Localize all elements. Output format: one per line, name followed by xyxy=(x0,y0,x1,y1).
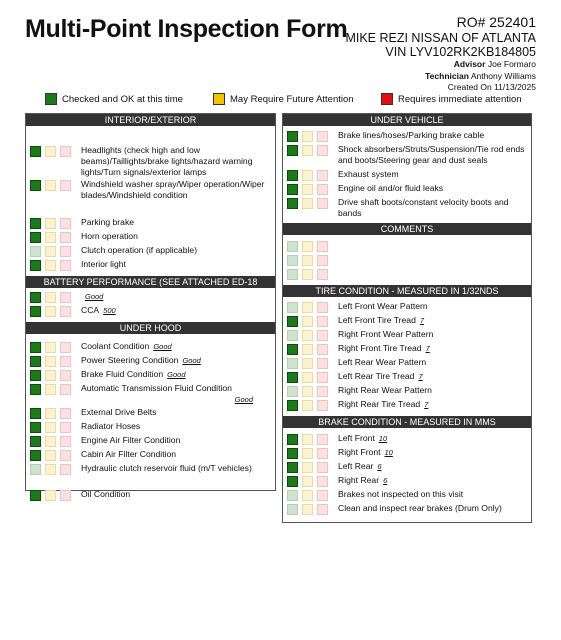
item-label: Left Front Wear Pattern xyxy=(338,301,428,311)
status-yellow[interactable] xyxy=(45,384,56,395)
status-red[interactable] xyxy=(60,306,71,317)
status-yellow[interactable] xyxy=(302,330,313,341)
check-row-leaks xyxy=(283,182,531,196)
item-text: Right Front xyxy=(338,447,381,457)
brake-row-not-inspected xyxy=(283,488,531,502)
status-green[interactable] xyxy=(287,198,298,209)
left-panel xyxy=(25,113,276,499)
yellow-swatch xyxy=(213,93,225,105)
item-value: Good xyxy=(234,395,253,404)
item-label xyxy=(332,371,531,382)
status-green[interactable] xyxy=(287,241,298,252)
legend-green-label: Checked and OK at this time xyxy=(62,93,183,105)
check-row-hydraulic xyxy=(26,462,275,488)
section-interior: INTERIOR/EXTERIOR xyxy=(26,114,275,126)
legend-yellow-label: May Require Future Attention xyxy=(230,93,354,105)
item-value: 7 xyxy=(419,316,425,325)
status-red[interactable] xyxy=(60,218,71,229)
status-green[interactable] xyxy=(30,306,41,317)
status-red[interactable] xyxy=(317,476,328,487)
item-label: Clean and inspect rear brakes (Drum Only) xyxy=(338,503,502,513)
item-label: Drive shaft boots/constant velocity boots and bands xyxy=(338,197,509,218)
status-green[interactable] xyxy=(30,384,41,395)
created-date: Created On 11/13/2025 xyxy=(447,82,536,93)
status-yellow[interactable] xyxy=(302,269,313,280)
item-label xyxy=(332,433,531,444)
green-swatch xyxy=(45,93,57,105)
item-text: Left Front Tire Tread xyxy=(338,315,416,325)
tire-row-rf-wear xyxy=(283,328,531,342)
status-yellow[interactable] xyxy=(45,292,56,303)
item-value: 7 xyxy=(424,400,429,409)
item-label: Oil Condition xyxy=(81,489,131,499)
item-label: Brake lines/hoses/Parking brake cable xyxy=(338,130,485,140)
check-row-brake-lines xyxy=(283,129,531,143)
check-row-shocks xyxy=(283,143,531,168)
status-yellow[interactable] xyxy=(45,408,56,419)
item-text: Left Front xyxy=(338,433,375,443)
status-yellow[interactable] xyxy=(45,464,56,475)
status-red[interactable] xyxy=(60,292,71,303)
status-red[interactable] xyxy=(60,464,71,475)
status-red[interactable] xyxy=(60,356,71,367)
status-green[interactable] xyxy=(30,356,41,367)
status-green[interactable] xyxy=(287,316,298,327)
vin-line xyxy=(345,45,536,59)
status-yellow[interactable] xyxy=(45,436,56,447)
check-row-oil xyxy=(26,488,275,502)
status-green[interactable] xyxy=(287,504,298,515)
status-red[interactable] xyxy=(317,302,328,313)
status-green[interactable] xyxy=(287,302,298,313)
brake-row-rf xyxy=(283,446,531,460)
status-green[interactable] xyxy=(30,490,41,501)
section-battery: BATTERY PERFORMANCE (SEE ATTACHED ED-18 PRINTOUT) xyxy=(26,276,275,288)
tire-row-rr-tread xyxy=(283,398,531,412)
item-label: Parking brake xyxy=(81,217,135,227)
status-yellow[interactable] xyxy=(302,434,313,445)
check-row-power-steering xyxy=(26,354,275,368)
status-red[interactable] xyxy=(317,434,328,445)
item-label xyxy=(332,343,531,354)
status-green[interactable] xyxy=(287,476,298,487)
comment-row-3 xyxy=(283,267,531,281)
status-yellow[interactable] xyxy=(45,370,56,381)
status-red[interactable] xyxy=(60,436,71,447)
tire-row-lf-wear xyxy=(283,300,531,314)
item-label xyxy=(332,315,531,326)
status-red[interactable] xyxy=(317,241,328,252)
status-red[interactable] xyxy=(60,146,71,157)
status-yellow[interactable] xyxy=(45,180,56,191)
status-green[interactable] xyxy=(287,131,298,142)
status-red[interactable] xyxy=(317,145,328,156)
status-red[interactable] xyxy=(317,255,328,266)
status-red[interactable] xyxy=(317,344,328,355)
advisor-line xyxy=(345,59,536,71)
item-label: Headlights (check high and low beams)/Taillights/brake lights/hazard warning lights/Turn signals/exterior lamps xyxy=(81,145,253,177)
technician-label: Technician xyxy=(425,70,469,81)
status-yellow[interactable] xyxy=(45,356,56,367)
item-label xyxy=(332,447,531,458)
status-red[interactable] xyxy=(60,422,71,433)
status-green[interactable] xyxy=(30,146,41,157)
item-label: Hydraulic clutch reservoir fluid (m/T vehicles) xyxy=(81,463,252,473)
item-label: Brakes not inspected on this visit xyxy=(338,489,464,499)
header-info xyxy=(345,15,536,94)
status-red[interactable] xyxy=(317,372,328,383)
comment-row-2 xyxy=(283,253,531,267)
item-label xyxy=(75,355,275,366)
status-green[interactable] xyxy=(287,344,298,355)
status-green[interactable] xyxy=(30,370,41,381)
form-title: Multi-Point Inspection Form xyxy=(25,15,348,43)
status-green[interactable] xyxy=(287,184,298,195)
status-green[interactable] xyxy=(30,218,41,229)
status-red[interactable] xyxy=(317,269,328,280)
item-value: 6 xyxy=(377,462,382,471)
status-red[interactable] xyxy=(317,490,328,501)
status-red[interactable] xyxy=(60,342,71,353)
section-tire-condition: TIRE CONDITION - MEASURED IN 1/32NDS xyxy=(283,285,531,297)
item-value: Good xyxy=(153,342,172,351)
status-green[interactable] xyxy=(30,436,41,447)
item-label: Right Front Wear Pattern xyxy=(338,329,434,339)
item-label xyxy=(75,305,275,316)
status-green[interactable] xyxy=(30,464,41,475)
item-label xyxy=(75,383,275,405)
item-value: 7 xyxy=(425,344,430,353)
section-comments: COMMENTS xyxy=(283,223,531,235)
item-label: External Drive Belts xyxy=(81,407,157,417)
item-value: Good xyxy=(167,370,186,379)
status-red[interactable] xyxy=(60,490,71,501)
advisor-name: Joe Formaro xyxy=(487,58,536,69)
check-row-atf xyxy=(26,382,275,406)
check-row-engine-air xyxy=(26,434,275,448)
item-text: Right Front Tire Tread xyxy=(338,343,422,353)
status-yellow[interactable] xyxy=(302,372,313,383)
item-value: Good xyxy=(182,356,201,365)
status-red[interactable] xyxy=(60,180,71,191)
status-green[interactable] xyxy=(287,490,298,501)
check-row-brake-fluid xyxy=(26,368,275,382)
brake-row-clean-drum xyxy=(283,502,531,516)
section-under-vehicle: UNDER VEHICLE xyxy=(283,114,531,126)
item-label: Left Rear Wear Pattern xyxy=(338,357,427,367)
item-text: Left Rear xyxy=(338,461,374,471)
status-yellow[interactable] xyxy=(302,241,313,252)
status-green[interactable] xyxy=(30,232,41,243)
item-label xyxy=(75,291,275,302)
status-green[interactable] xyxy=(30,246,41,257)
item-value: 10 xyxy=(378,434,388,443)
check-row-cca xyxy=(26,304,275,318)
status-green[interactable] xyxy=(287,170,298,181)
item-text: Automatic Transmission Fluid Condition xyxy=(81,383,232,393)
status-yellow[interactable] xyxy=(45,232,56,243)
status-yellow[interactable] xyxy=(45,306,56,317)
item-label: Engine Air Filter Condition xyxy=(81,435,181,445)
item-value: 10 xyxy=(384,448,393,457)
status-green[interactable] xyxy=(287,145,298,156)
status-green[interactable] xyxy=(287,372,298,383)
status-yellow[interactable] xyxy=(45,490,56,501)
status-green[interactable] xyxy=(287,330,298,341)
status-yellow[interactable] xyxy=(302,476,313,487)
item-text: Power Steering Condition xyxy=(81,355,179,365)
check-row-windshield xyxy=(26,178,275,216)
item-text: Right Rear Tire Tread xyxy=(338,399,421,409)
status-yellow[interactable] xyxy=(302,316,313,327)
check-row-battery xyxy=(26,290,275,304)
check-row-interior-light xyxy=(26,258,275,272)
status-red[interactable] xyxy=(317,448,328,459)
cca-label: CCA xyxy=(81,305,100,315)
item-label: Radiator Hoses xyxy=(81,421,141,431)
check-row-drive-shaft xyxy=(283,196,531,221)
status-red[interactable] xyxy=(60,370,71,381)
comment-row-1 xyxy=(283,239,531,253)
item-label xyxy=(75,369,275,380)
check-row-belts xyxy=(26,406,275,420)
check-row-radiator xyxy=(26,420,275,434)
tire-row-lf-tread xyxy=(283,314,531,328)
item-value: 500 xyxy=(103,306,116,315)
status-red[interactable] xyxy=(317,504,328,515)
check-row-coolant xyxy=(26,340,275,354)
status-yellow[interactable] xyxy=(302,504,313,515)
status-red[interactable] xyxy=(317,170,328,181)
status-yellow[interactable] xyxy=(45,146,56,157)
legend-red xyxy=(381,93,522,105)
status-yellow[interactable] xyxy=(302,344,313,355)
status-green[interactable] xyxy=(287,462,298,473)
status-green[interactable] xyxy=(30,342,41,353)
status-red[interactable] xyxy=(60,260,71,271)
status-yellow[interactable] xyxy=(45,246,56,257)
status-green[interactable] xyxy=(287,448,298,459)
item-label xyxy=(332,399,531,410)
status-red[interactable] xyxy=(317,184,328,195)
status-yellow[interactable] xyxy=(302,145,313,156)
status-yellow[interactable] xyxy=(302,448,313,459)
item-label: Interior light xyxy=(81,259,126,269)
status-green[interactable] xyxy=(287,269,298,280)
status-yellow[interactable] xyxy=(302,184,313,195)
advisor-label: Advisor xyxy=(453,58,486,69)
legend-red-label: Requires immediate attention xyxy=(398,93,522,105)
item-label: Engine oil and/or fluid leaks xyxy=(338,183,444,193)
status-red[interactable] xyxy=(60,232,71,243)
item-value: Good xyxy=(85,292,104,301)
status-yellow[interactable] xyxy=(302,462,313,473)
vin-label: VIN xyxy=(385,44,407,59)
status-yellow[interactable] xyxy=(302,198,313,209)
vin-value: LYV102RK2KB184805 xyxy=(409,44,536,59)
dealer-name: MIKE REZI NISSAN OF ATLANTA xyxy=(345,30,536,45)
status-green[interactable] xyxy=(287,358,298,369)
legend-yellow xyxy=(213,93,354,105)
item-text: Brake Fluid Condition xyxy=(81,369,164,379)
brake-row-rr xyxy=(283,474,531,488)
tire-row-lr-tread xyxy=(283,370,531,384)
item-label: Right Rear Wear Pattern xyxy=(338,385,432,395)
check-row-cabin-air xyxy=(26,448,275,462)
status-green[interactable] xyxy=(30,422,41,433)
ro-number: RO# 252401 xyxy=(456,14,536,30)
check-row-exhaust xyxy=(283,168,531,182)
status-yellow[interactable] xyxy=(302,386,313,397)
status-red[interactable] xyxy=(317,462,328,473)
status-yellow[interactable] xyxy=(45,218,56,229)
section-brake-condition: BRAKE CONDITION - MEASURED IN MMS xyxy=(283,416,531,428)
item-text: Coolant Condition xyxy=(81,341,150,351)
brake-row-lr xyxy=(283,460,531,474)
item-text: Right Rear xyxy=(338,475,380,485)
status-red[interactable] xyxy=(60,246,71,257)
status-green[interactable] xyxy=(287,400,298,411)
status-yellow[interactable] xyxy=(302,358,313,369)
status-red[interactable] xyxy=(60,408,71,419)
technician-name: Anthony Williams xyxy=(470,70,536,81)
status-yellow[interactable] xyxy=(302,131,313,142)
status-green[interactable] xyxy=(30,450,41,461)
status-green[interactable] xyxy=(30,260,41,271)
status-green[interactable] xyxy=(287,386,298,397)
status-red[interactable] xyxy=(60,450,71,461)
right-panel xyxy=(282,113,532,523)
status-red[interactable] xyxy=(317,131,328,142)
item-label xyxy=(75,341,275,352)
item-label xyxy=(332,475,531,486)
tire-row-rr-wear xyxy=(283,384,531,398)
section-under-hood: UNDER HOOD xyxy=(26,322,275,334)
check-row-headlights xyxy=(26,144,275,178)
item-label xyxy=(332,461,531,472)
tire-row-rf-tread xyxy=(283,342,531,356)
item-value: 7 xyxy=(418,372,423,381)
tire-row-lr-wear xyxy=(283,356,531,370)
status-green[interactable] xyxy=(30,408,41,419)
check-row-horn xyxy=(26,230,275,244)
status-red[interactable] xyxy=(317,316,328,327)
status-red[interactable] xyxy=(317,400,328,411)
status-yellow[interactable] xyxy=(302,255,313,266)
item-label: Horn operation xyxy=(81,231,138,241)
status-yellow[interactable] xyxy=(302,490,313,501)
status-yellow[interactable] xyxy=(302,400,313,411)
item-label: Clutch operation (if applicable) xyxy=(81,245,198,255)
status-yellow[interactable] xyxy=(302,170,313,181)
check-row-parking xyxy=(26,216,275,230)
status-yellow[interactable] xyxy=(302,302,313,313)
brake-row-lf xyxy=(283,432,531,446)
status-red[interactable] xyxy=(317,330,328,341)
technician-line xyxy=(345,71,536,83)
status-green[interactable] xyxy=(30,292,41,303)
status-green[interactable] xyxy=(287,434,298,445)
status-yellow[interactable] xyxy=(45,450,56,461)
status-green[interactable] xyxy=(30,180,41,191)
status-red[interactable] xyxy=(317,358,328,369)
item-label: Shock absorbers/Struts/Suspension/Tie rod ends and boots/Steering gear and dust seals xyxy=(338,144,525,165)
status-red[interactable] xyxy=(60,384,71,395)
status-yellow[interactable] xyxy=(45,422,56,433)
status-yellow[interactable] xyxy=(45,342,56,353)
item-value: 6 xyxy=(383,476,388,485)
status-red[interactable] xyxy=(317,198,328,209)
status-red[interactable] xyxy=(317,386,328,397)
item-label: Exhaust system xyxy=(338,169,399,179)
item-text: Left Rear Tire Tread xyxy=(338,371,415,381)
red-swatch xyxy=(381,93,393,105)
legend xyxy=(45,93,545,107)
status-yellow[interactable] xyxy=(45,260,56,271)
status-green[interactable] xyxy=(287,255,298,266)
legend-green xyxy=(45,93,183,105)
item-label: Windshield washer spray/Wiper operation/Wiper blades/Windshield condition xyxy=(81,179,265,200)
item-label: Cabin Air Filter Condition xyxy=(81,449,177,459)
check-row-clutch xyxy=(26,244,275,258)
